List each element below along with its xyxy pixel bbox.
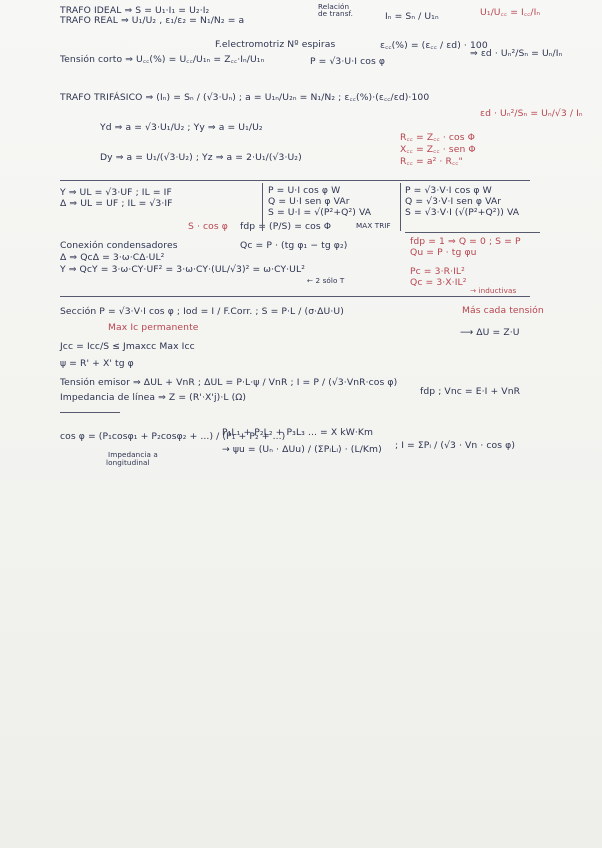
note-line: de transf. (318, 9, 354, 18)
note-line: fdp = (P/S) = cos Φ (240, 221, 332, 232)
note-line: Impedancia a (108, 450, 158, 459)
note-line: Sección P = √3·V·I cos φ ; Iod = I / F.Corr. ; S = P·L / (σ·ΔU·U) (60, 306, 344, 317)
note-line: ⟶ ΔU = Z·U (460, 327, 520, 338)
note-line: MAX TRIF (356, 221, 391, 230)
note-line: Y ⇒ QcY = 3·ω·CY·UF² = 3·ω·CY·(UL/√3)² = ω·CY·UL² (60, 264, 306, 275)
note-line: Más cada tensión (462, 305, 544, 316)
note-line: ← 2 sólo T (307, 276, 345, 285)
note-line: X꜀꜀ = Z꜀꜀ · sen Φ (400, 144, 476, 155)
divider-3 (405, 232, 540, 233)
note-line: εd · Uₙ²/Sₙ = Uₙ/√3 / Iₙ (480, 108, 583, 119)
note-line: P₁L₁ + P₂L₂ + P₃L₃ ... = X kW·Km (222, 427, 374, 438)
note-line: Impedancia de línea ⇒ Z = (R'·X'j)·L (Ω) (60, 392, 247, 403)
note-line: cos φ = (P₁cosφ₁ + P₂cosφ₂ + ...) / (P₁ + P₂ + ...) (60, 431, 286, 442)
vertical-divider-2 (400, 183, 401, 231)
note-line: Relación (318, 2, 350, 11)
note-line: Δ ⇒ QcΔ = 3·ω·CΔ·UL² (60, 252, 165, 263)
note-line: Iₙ = Sₙ / U₁ₙ (385, 11, 439, 22)
note-line: ψ = R' + X' tg φ (60, 358, 134, 369)
note-line: S · cos φ (188, 221, 228, 232)
note-line: Conexión condensadores (60, 240, 178, 251)
divider-4 (60, 412, 120, 413)
note-line: P = √3·V·I cos φ W (405, 185, 492, 196)
note-line: Δ ⇒ UL = UF ; IL = √3·IF (60, 198, 173, 209)
note-line: Pc = 3·R·IL² (410, 266, 465, 277)
note-line: fdp ; Vnc = E·I + VnR (420, 386, 521, 397)
note-line: S = √3·V·I (√(P²+Q²)) VA (405, 207, 520, 218)
note-line: Dy ⇒ a = U₁/(√3·U₂) ; Yz ⇒ a = 2·U₁/(√3·U₂) (100, 152, 302, 163)
note-line: Y ⇒ UL = √3·UF ; IL = IF (60, 187, 172, 198)
note-line: U₁/U꜀꜀ = I꜀꜀/Iₙ (480, 7, 541, 18)
note-line: TRAFO REAL ⇒ U₁/U₂ , ε₁/ε₂ = N₁/N₂ = a (60, 15, 245, 26)
note-line: Qc = P · (tg φ₁ − tg φ₂) (240, 240, 348, 251)
note-line: ε꜀꜀(%) = (ε꜀꜀ / εd) · 100 (380, 40, 488, 51)
note-line: → inductivas (470, 286, 517, 295)
note-line: Yd ⇒ a = √3·U₁/U₂ ; Yy ⇒ a = U₁/U₂ (100, 122, 263, 133)
note-line: Max Ic permanente (108, 322, 199, 333)
note-line: longitudinal (106, 458, 150, 467)
note-line: Jcc = Icc/S ≤ Jmaxcc Max Icc (60, 341, 195, 352)
note-line: P = U·I cos φ W (268, 185, 341, 196)
divider-2 (60, 296, 530, 297)
note-line: R꜀꜀ = a² · R꜀꜀" (400, 156, 463, 167)
note-line: ; I = ΣPᵢ / (√3 · Vn · cos φ) (395, 440, 516, 451)
note-line: TRAFO IDEAL ⇒ S = U₁·I₁ = U₂·I₂ (60, 5, 210, 16)
vertical-divider-1 (262, 183, 263, 231)
note-line: S = U·I = √(P²+Q²) VA (268, 207, 372, 218)
note-line: Qc = 3·X·IL² (410, 277, 467, 288)
note-line: Qu = P · tg φu (410, 247, 477, 258)
divider-1 (60, 180, 530, 181)
note-line: → ψu = (Uₙ · ΔUu) / (ΣPᵢLᵢ) · (L/Km) (222, 444, 382, 455)
note-line: Q = √3·V·I sen φ VAr (405, 196, 502, 207)
note-line: TRAFO TRIFÁSICO ⇒ (Iₙ) = Sₙ / (√3·Uₙ) ; a = U₁ₙ/U₂ₙ = N₁/N₂ ; ε꜀꜀(%)·(ε꜀꜀/εd)·100 (60, 92, 430, 103)
note-line: R꜀꜀ = Z꜀꜀ · cos Φ (400, 132, 476, 143)
note-line: P = √3·U·I cos φ (310, 56, 386, 67)
note-line: Tensión corto ⇒ U꜀꜀(%) = U꜀꜀/U₁ₙ = Z꜀꜀·Iₙ/U₁ₙ (60, 54, 265, 65)
note-line: Tensión emisor ⇒ ΔUL + VnR ; ΔUL = P·L·ψ / VnR ; I = P / (√3·VnR·cos φ) (60, 377, 398, 388)
note-line: Q = U·I sen φ VAr (268, 196, 350, 207)
note-line: ⇒ εd · Uₙ²/Sₙ = Uₙ/Iₙ (470, 48, 563, 59)
note-line: fdp = 1 ⇒ Q = 0 ; S = P (410, 236, 521, 247)
note-line: F.electromotriz Nº espiras (215, 39, 336, 50)
